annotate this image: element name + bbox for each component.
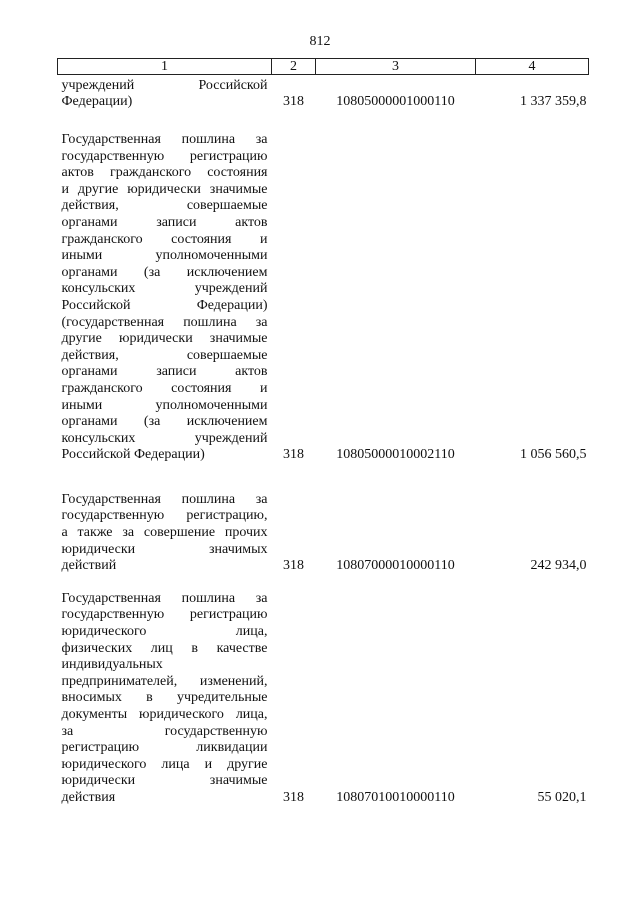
text-line: вносимых в учредительные — [61, 690, 268, 706]
text-line: действия — [61, 789, 116, 805]
text-line: индивидуальных — [61, 657, 163, 673]
text-line: и другие юридически значимые — [61, 181, 268, 197]
text-line: регистрацию ликвидации — [61, 740, 268, 756]
text-line: предпринимателей, изменений, — [61, 673, 268, 689]
revenue-name-cell — [58, 575, 272, 807]
text-line: Российской Федерации) — [61, 447, 205, 463]
text-line: Российской Федерации) — [61, 297, 268, 313]
text-line: государственную регистрацию — [61, 607, 268, 623]
table-row — [58, 575, 589, 807]
text-line: гражданского состояния и — [61, 231, 268, 247]
text-line: органами (за исключением — [61, 264, 268, 280]
column-header-3: 3 — [316, 59, 476, 75]
column-header-2: 2 — [272, 59, 316, 75]
admin-code-cell: 318 — [283, 94, 304, 110]
text-line: Государственная пошлина за — [61, 590, 268, 606]
revenue-name-cell — [58, 75, 272, 112]
text-line: иными уполномоченными — [61, 397, 268, 413]
admin-code-cell: 318 — [283, 447, 304, 463]
page-number: 812 — [309, 34, 331, 49]
text-line: консульских учреждений — [61, 430, 268, 446]
column-header-4: 4 — [476, 59, 589, 75]
classification-code-cell: 10805000001000110 — [336, 94, 455, 110]
text-line: органами записи актов — [61, 214, 268, 230]
table-row — [58, 111, 589, 464]
classification-code-cell: 10807000010000110 — [336, 558, 455, 574]
text-line: иными уполномоченными — [61, 248, 268, 264]
classification-code-cell: 10807010010000110 — [336, 789, 455, 805]
text-line: органами записи актов — [61, 364, 268, 380]
amount-cell: 55 020,1 — [537, 789, 587, 805]
column-header-1: 1 — [58, 59, 272, 75]
revenue-name-cell — [58, 111, 272, 464]
text-line: юридического лица и другие — [61, 756, 268, 772]
text-line: а также за совершение прочих — [61, 525, 268, 541]
text-line: действий — [61, 558, 117, 574]
text-line: гражданского состояния и — [61, 380, 268, 396]
text-line: органами (за исключением — [61, 414, 268, 430]
text-line: Федерации) — [61, 94, 133, 110]
text-line: государственную регистрацию, — [61, 508, 268, 524]
budget-revenue-table — [57, 58, 589, 807]
text-line: действия, совершаемые — [61, 198, 268, 214]
classification-code-cell: 10805000010002110 — [336, 447, 455, 463]
revenue-name-cell — [58, 464, 272, 575]
text-line: юридически значимых — [61, 541, 268, 557]
text-line: действия, совершаемые — [61, 347, 268, 363]
admin-code-cell: 318 — [283, 789, 304, 805]
text-line: юридически значимые — [61, 773, 268, 789]
table-row — [58, 464, 589, 575]
amount-cell: 1 056 560,5 — [520, 447, 587, 463]
text-line: (государственная пошлина за — [61, 314, 268, 330]
text-line: юридического лица, — [61, 624, 268, 640]
text-line: физических лиц в качестве — [61, 640, 268, 656]
text-line: актов гражданского состояния — [61, 165, 268, 181]
text-line: Государственная пошлина за — [61, 491, 268, 507]
amount-cell: 1 337 359,8 — [520, 94, 587, 110]
text-line: консульских учреждений — [61, 281, 268, 297]
text-line: учреждений Российской — [61, 77, 268, 93]
text-line: Государственная пошлина за — [61, 132, 268, 147]
admin-code-cell: 318 — [283, 558, 304, 574]
text-line: государственную регистрацию — [61, 148, 268, 164]
text-line: другие юридически значимые — [61, 331, 268, 347]
amount-cell: 242 934,0 — [530, 558, 587, 574]
table-row — [58, 75, 589, 112]
text-line: документы юридического лица, — [61, 707, 268, 722]
text-line: за государственную — [61, 723, 268, 739]
table-header-row — [58, 59, 589, 75]
